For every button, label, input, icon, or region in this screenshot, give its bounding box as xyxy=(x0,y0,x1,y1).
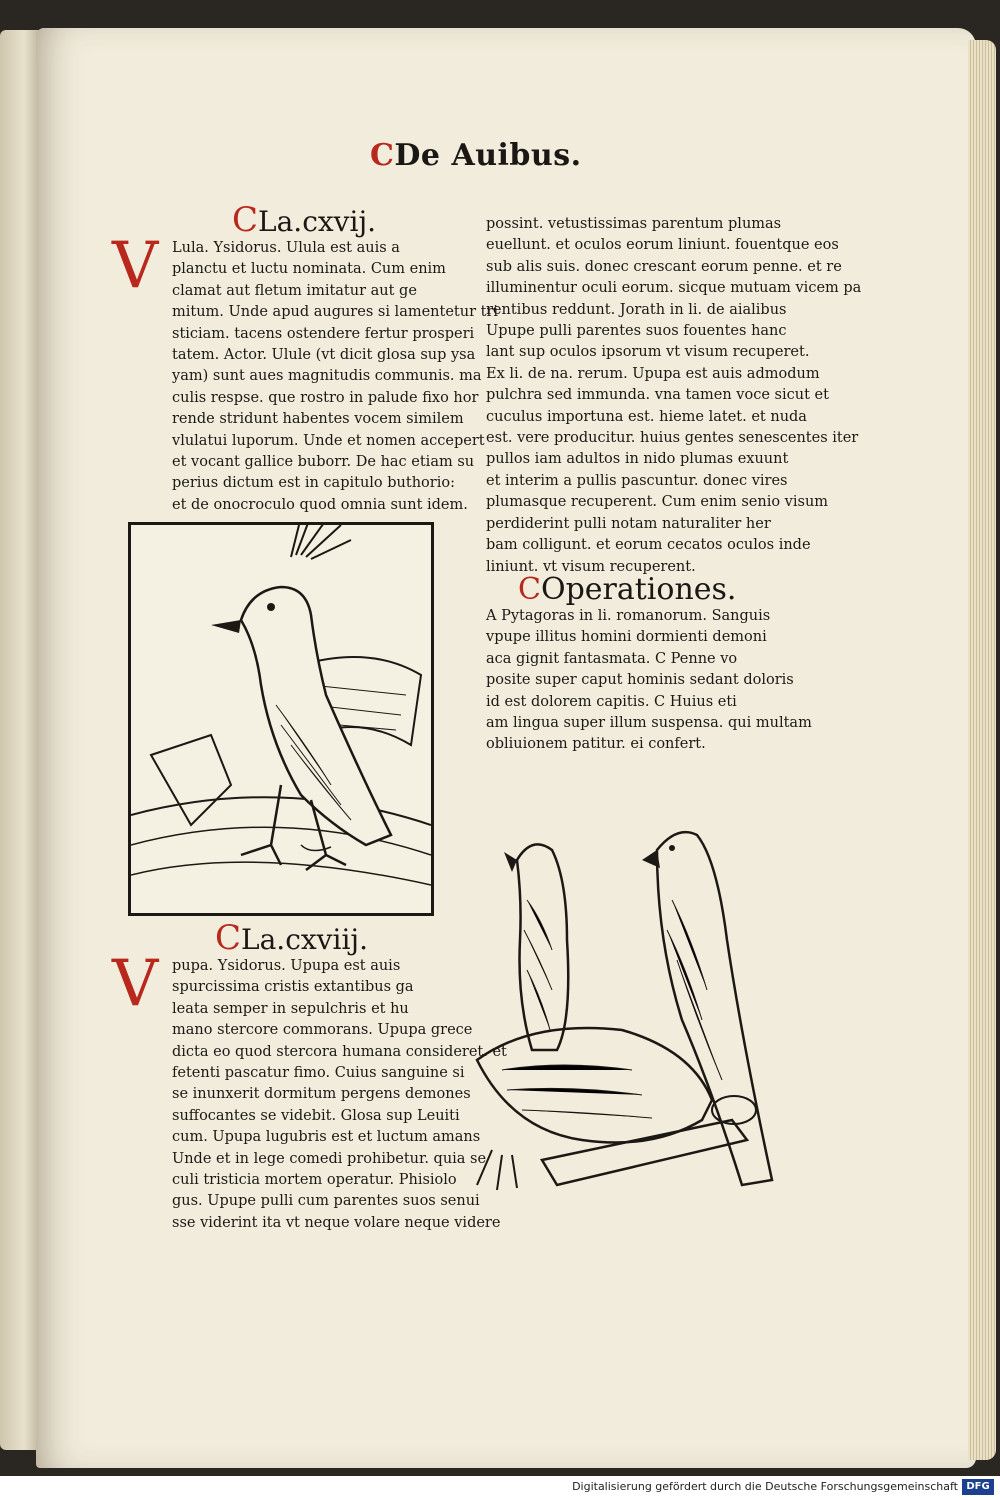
rubric-operationes xyxy=(518,572,736,607)
text-line: tatem. Actor. Ulule (vt dicit glosa sup ysa xyxy=(172,347,476,364)
text-line: dicta eo quod stercora humana consideret. et xyxy=(172,1043,507,1060)
text-line: spurcissima cristis extantibus ga xyxy=(172,979,414,996)
text-line: suffocantes se videbit. Glosa sup Leuiti xyxy=(172,1107,460,1124)
text-line: Upupe pulli parentes suos fouentes hanc xyxy=(486,323,787,340)
text-line: vpupe illitus homini dormienti demoni xyxy=(486,629,767,646)
text-line: clamat aut fletum imitatur aut ge xyxy=(172,282,417,299)
chapter-label: La.cxviij. xyxy=(241,923,368,956)
chapter-heading-118 xyxy=(215,918,368,958)
text-line: pullos iam adultos in nido plumas exuunt xyxy=(486,451,789,468)
page-block-edges xyxy=(968,40,996,1460)
chapter-mark: C xyxy=(232,200,259,240)
text-line: culi tristicia mortem operatur. Phisiolo xyxy=(172,1172,457,1189)
text-line: est. vere producitur. huius gentes senescentes iter xyxy=(486,430,859,447)
red-initial-upupa: V xyxy=(112,947,159,1021)
rubric-label: Operationes. xyxy=(540,572,737,607)
text-line: plumasque recuperent. Cum enim senio visum xyxy=(486,494,829,511)
text-line: aca gignit fantasmata. C Penne vo xyxy=(486,650,738,667)
chapter-mark: C xyxy=(215,918,242,958)
text-line: perius dictum est in capitulo buthorio: xyxy=(172,475,455,492)
text-line: mitum. Unde apud augures si lamentetur tri xyxy=(172,304,499,321)
text-line: pulchra sed immunda. vna tamen voce sicut et xyxy=(486,387,829,404)
text-line: mano stercore commorans. Upupa grece xyxy=(172,1022,473,1039)
text-line: id est dolorem capitis. C Huius eti xyxy=(486,693,737,710)
text-line: bam colligunt. et eorum cecatos oculos inde xyxy=(486,537,811,554)
text-line: liniunt. vt visum recuperent. xyxy=(486,558,696,575)
text-line: sticiam. tacens ostendere fertur prosperi xyxy=(172,325,475,342)
text-line: posite super caput hominis sedant doloris xyxy=(486,672,794,689)
red-initial-ulula: V xyxy=(112,229,159,303)
text-line: lant sup oculos ipsorum vt visum recuperet. xyxy=(486,344,810,361)
text-line: vlulatui luporum. Unde et nomen accepert xyxy=(172,432,485,449)
text-line: perdiderint pulli notam naturaliter her xyxy=(486,515,771,532)
text-line: et de onocroculo quod omnia sunt idem. xyxy=(172,496,468,513)
text-line: gus. Upupe pulli cum parentes suos senui xyxy=(172,1193,480,1210)
header-paragraph-mark: C xyxy=(370,138,395,173)
facing-page-edge xyxy=(0,30,40,1450)
text-line: leata semper in sepulchris et hu xyxy=(172,1000,409,1017)
footer-credit: Digitalisierung gefördert durch die Deutsche Forschungsgemeinschaft xyxy=(572,1480,958,1493)
text-line: et vocant gallice buborr. De hac etiam su xyxy=(172,454,475,471)
rubric-mark: C xyxy=(518,572,541,607)
chapter-heading-117 xyxy=(232,200,376,240)
running-header xyxy=(370,138,582,173)
text-line: illuminentur oculi eorum. sicque mutuam vicem pa xyxy=(486,280,862,297)
text-line: possint. vetustissimas parentum plumas xyxy=(486,216,782,232)
text-column-ulula xyxy=(172,238,498,516)
text-line: sse viderint ita vt neque volare neque videre xyxy=(172,1214,501,1231)
text-line: Unde et in lege comedi prohibetur. quia se xyxy=(172,1150,487,1167)
text-line: am lingua super illum suspensa. qui multam xyxy=(486,715,812,732)
text-line: Lula. Ysidorus. Ulula est auis a xyxy=(172,240,400,256)
digitization-footer xyxy=(0,1476,1000,1500)
dfg-logo: DFG xyxy=(962,1479,994,1495)
text-line: euellunt. et oculos eorum liniunt. fouentque eos xyxy=(486,237,839,254)
text-column-operationes xyxy=(486,606,812,756)
text-line: se inunxerit dormitum pergens demones xyxy=(172,1086,471,1103)
text-line: rende stridunt habentes vocem similem xyxy=(172,411,464,428)
text-line: Ex li. de na. rerum. Upupa est auis admodum xyxy=(486,365,820,382)
chapter-label: La.cxvij. xyxy=(258,205,377,238)
text-column-right-continued xyxy=(486,214,861,578)
text-line: rentibus reddunt. Jorath in li. de aialibus xyxy=(486,301,787,318)
text-column-upupa xyxy=(172,956,507,1234)
text-line: et interim a pullis pascuntur. donec vires xyxy=(486,472,788,489)
header-title: De Auibus. xyxy=(394,138,582,173)
woodcut-crested-bird xyxy=(128,522,434,916)
text-line: cum. Upupa lugubris est et luctum amans xyxy=(172,1129,481,1146)
woodcut-three-birds xyxy=(472,820,782,1200)
text-line: culis respse. que rostro in palude fixo hor xyxy=(172,389,479,406)
text-line: sub alis suis. donec crescant eorum penne. et re xyxy=(486,258,842,275)
text-line: pupa. Ysidorus. Upupa est auis xyxy=(172,958,401,974)
text-line: planctu et luctu nominata. Cum enim xyxy=(172,261,446,278)
text-line: cuculus importuna est. hieme latet. et nuda xyxy=(486,408,807,425)
text-line: yam) sunt aues magnitudis communis. ma xyxy=(172,368,482,385)
text-line: A Pytagoras in li. romanorum. Sanguis xyxy=(486,608,771,624)
text-line: fetenti pascatur fimo. Cuius sanguine si xyxy=(172,1065,465,1082)
text-line: obliuionem patitur. ei confert. xyxy=(486,736,706,753)
